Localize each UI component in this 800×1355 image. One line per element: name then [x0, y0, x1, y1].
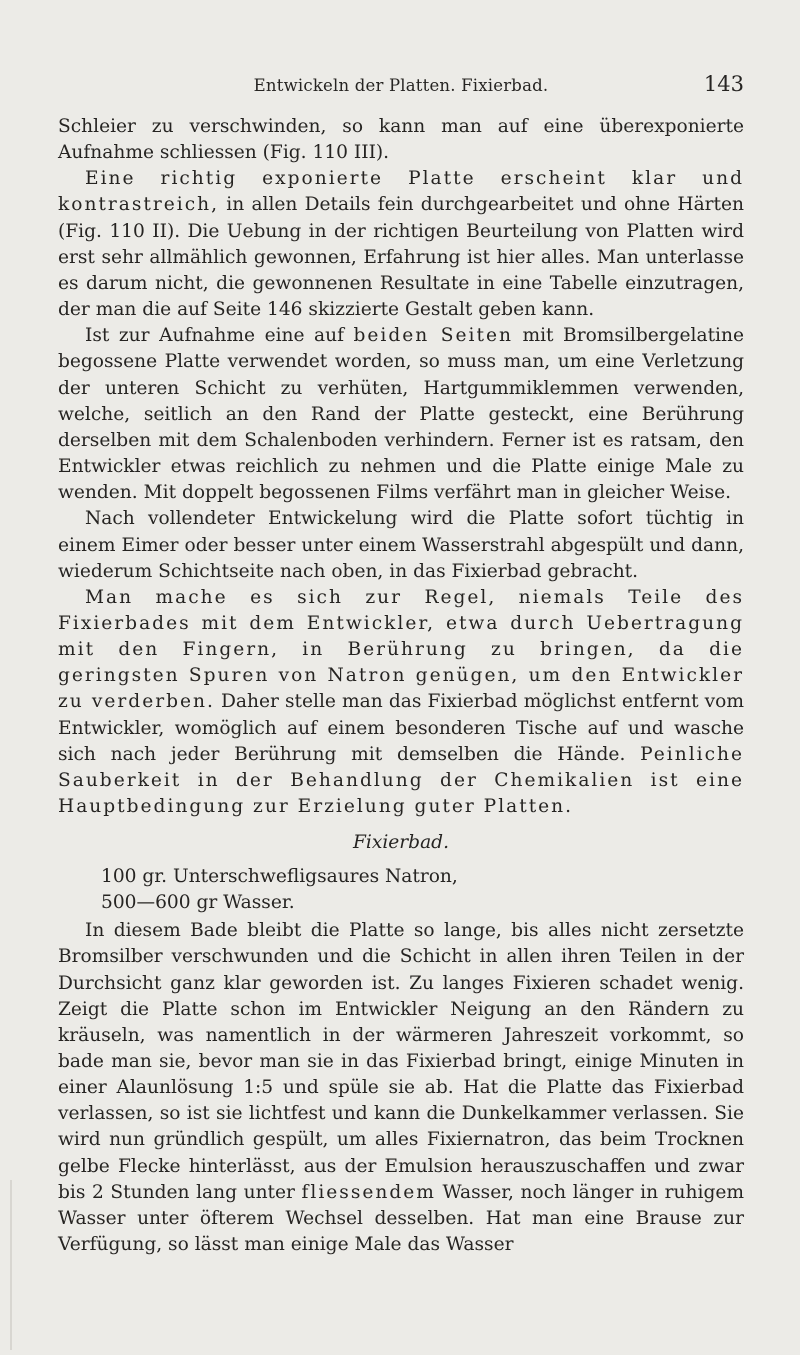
- paragraph-5-text: Daher stelle man das Fixierbad möglichst entfernt vom Entwickler, womöglich auf einem besonderen Tische auf und wasche sich nach jeder Berührung mit demselben die Hände.: [58, 691, 744, 765]
- paragraph-2: [58, 166, 744, 323]
- paragraph-1-text: Schleier zu verschwinden, so kann man auf eine überexponierte Aufnahme schliessen (Fig. 110 III).: [58, 116, 744, 164]
- recipe-line: 100 gr. Unterschwefligsaures Natron,: [101, 866, 458, 888]
- body-text-continued: [58, 918, 744, 1258]
- section-heading: Fixierbad.: [353, 832, 449, 854]
- paragraph-2-emphasis: Eine richtig exponierte Platte erscheint klar und kontrastreich,: [58, 168, 744, 216]
- paragraph-2-text: in allen Details fein durchgearbeitet und ohne Härten (Fig. 110 II). Die Uebung in der richtigen Beurteilung von Platten wird erst sehr allmählich gewonnen, Erfahrung ist hier alles. Man unterlasse es darum nicht, die gewonnenen Resultate in eine Tabelle einzutragen, der man die auf Seite 146 skizzierte Gestalt geben kann.: [58, 194, 744, 321]
- paragraph-5-emphasis: Man mache es sich zur Regel, niemals Teile des Fixierbades mit dem Entwickler, etwa durch Uebertragung mit den Fingern, in Berührung zu bringen, da die geringsten Spuren von Natron genügen, um den Entwickler zu verderben.: [58, 586, 744, 713]
- paragraph-6-emphasis: fliessendem: [301, 1181, 436, 1203]
- paragraph-4-text: Nach vollendeter Entwickelung wird die Platte sofort tüchtig in einem Eimer oder besser unter einem Wasserstrahl abgespült und dann, wiederum Schichtseite nach oben, in das Fixierbad gebracht.: [58, 508, 744, 582]
- paragraph-3-lead: Ist zur Aufnahme eine auf: [85, 325, 354, 347]
- running-header: [58, 72, 744, 106]
- paragraph-5-emphasis-tail: Peinliche Sauberkeit in der Behandlung der Chemikalien ist eine Hauptbedingung zur Erzielung guter Platten.: [58, 743, 744, 818]
- paragraph-3: [58, 323, 744, 506]
- page-number: 143: [703, 72, 744, 96]
- paragraph-5: [58, 585, 744, 820]
- recipe-line: 500—600 gr Wasser.: [101, 892, 295, 914]
- paragraph-3-text: mit Bromsilbergelatine begossene Platte verwendet worden, so muss man, um eine Verletzung der unteren Schicht zu verhüten, Hartgummiklemmen verwenden, welche, seitlich an den Rand der Platte gesteckt, eine Berührung derselben mit dem Schalenboden verhindern. Ferner ist es ratsam, den Entwickler etwas reichlich zu nehmen und die Platte einige Male zu wenden. Mit doppelt begossenen Films verfährt man in gleicher Weise.: [58, 325, 744, 504]
- page-edge-shadow: [10, 1180, 12, 1350]
- paragraph-3-emphasis: beiden Seiten: [353, 325, 513, 347]
- paragraph-6: [58, 918, 744, 1258]
- paragraph-1: [58, 114, 744, 166]
- recipe-list: [58, 864, 744, 916]
- paragraph-6-tail: Wasser, noch länger in ruhigem Wasser unter öfterem Wechsel desselben. Hat man eine Brause zur Verfügung, so lässt man einige Male das Wasser: [58, 1181, 744, 1256]
- paragraph-6-text: In diesem Bade bleibt die Platte so lange, bis alles nicht zersetzte Bromsilber verschwunden und die Schicht in allen ihren Teilen in der Durchsicht ganz klar geworden ist. Zu langes Fixieren schadet wenig. Zeigt die Platte schon im Entwickler Neigung an den Rändern zu kräuseln, was namentlich in der wärmeren Jahreszeit vorkommt, so bade man sie, bevor man sie in das Fixierbad bringt, einige Minuten in einer Alaunlösung 1:5 und spüle sie ab. Hat die Platte das Fixierbad verlassen, so ist sie lichtfest und kann die Dunkelkammer verlassen. Sie wird nun gründlich gespült, um alles Fixiernatron, das beim Trocknen gelbe Flecke hinterlässt, aus der Emulsion herauszuschaffen und zwar bis 2 Stunden lang unter: [58, 920, 744, 1203]
- running-title: Entwickeln der Platten. Fixierbad.: [253, 76, 549, 95]
- body-text: [58, 114, 744, 820]
- paragraph-4: [58, 506, 744, 584]
